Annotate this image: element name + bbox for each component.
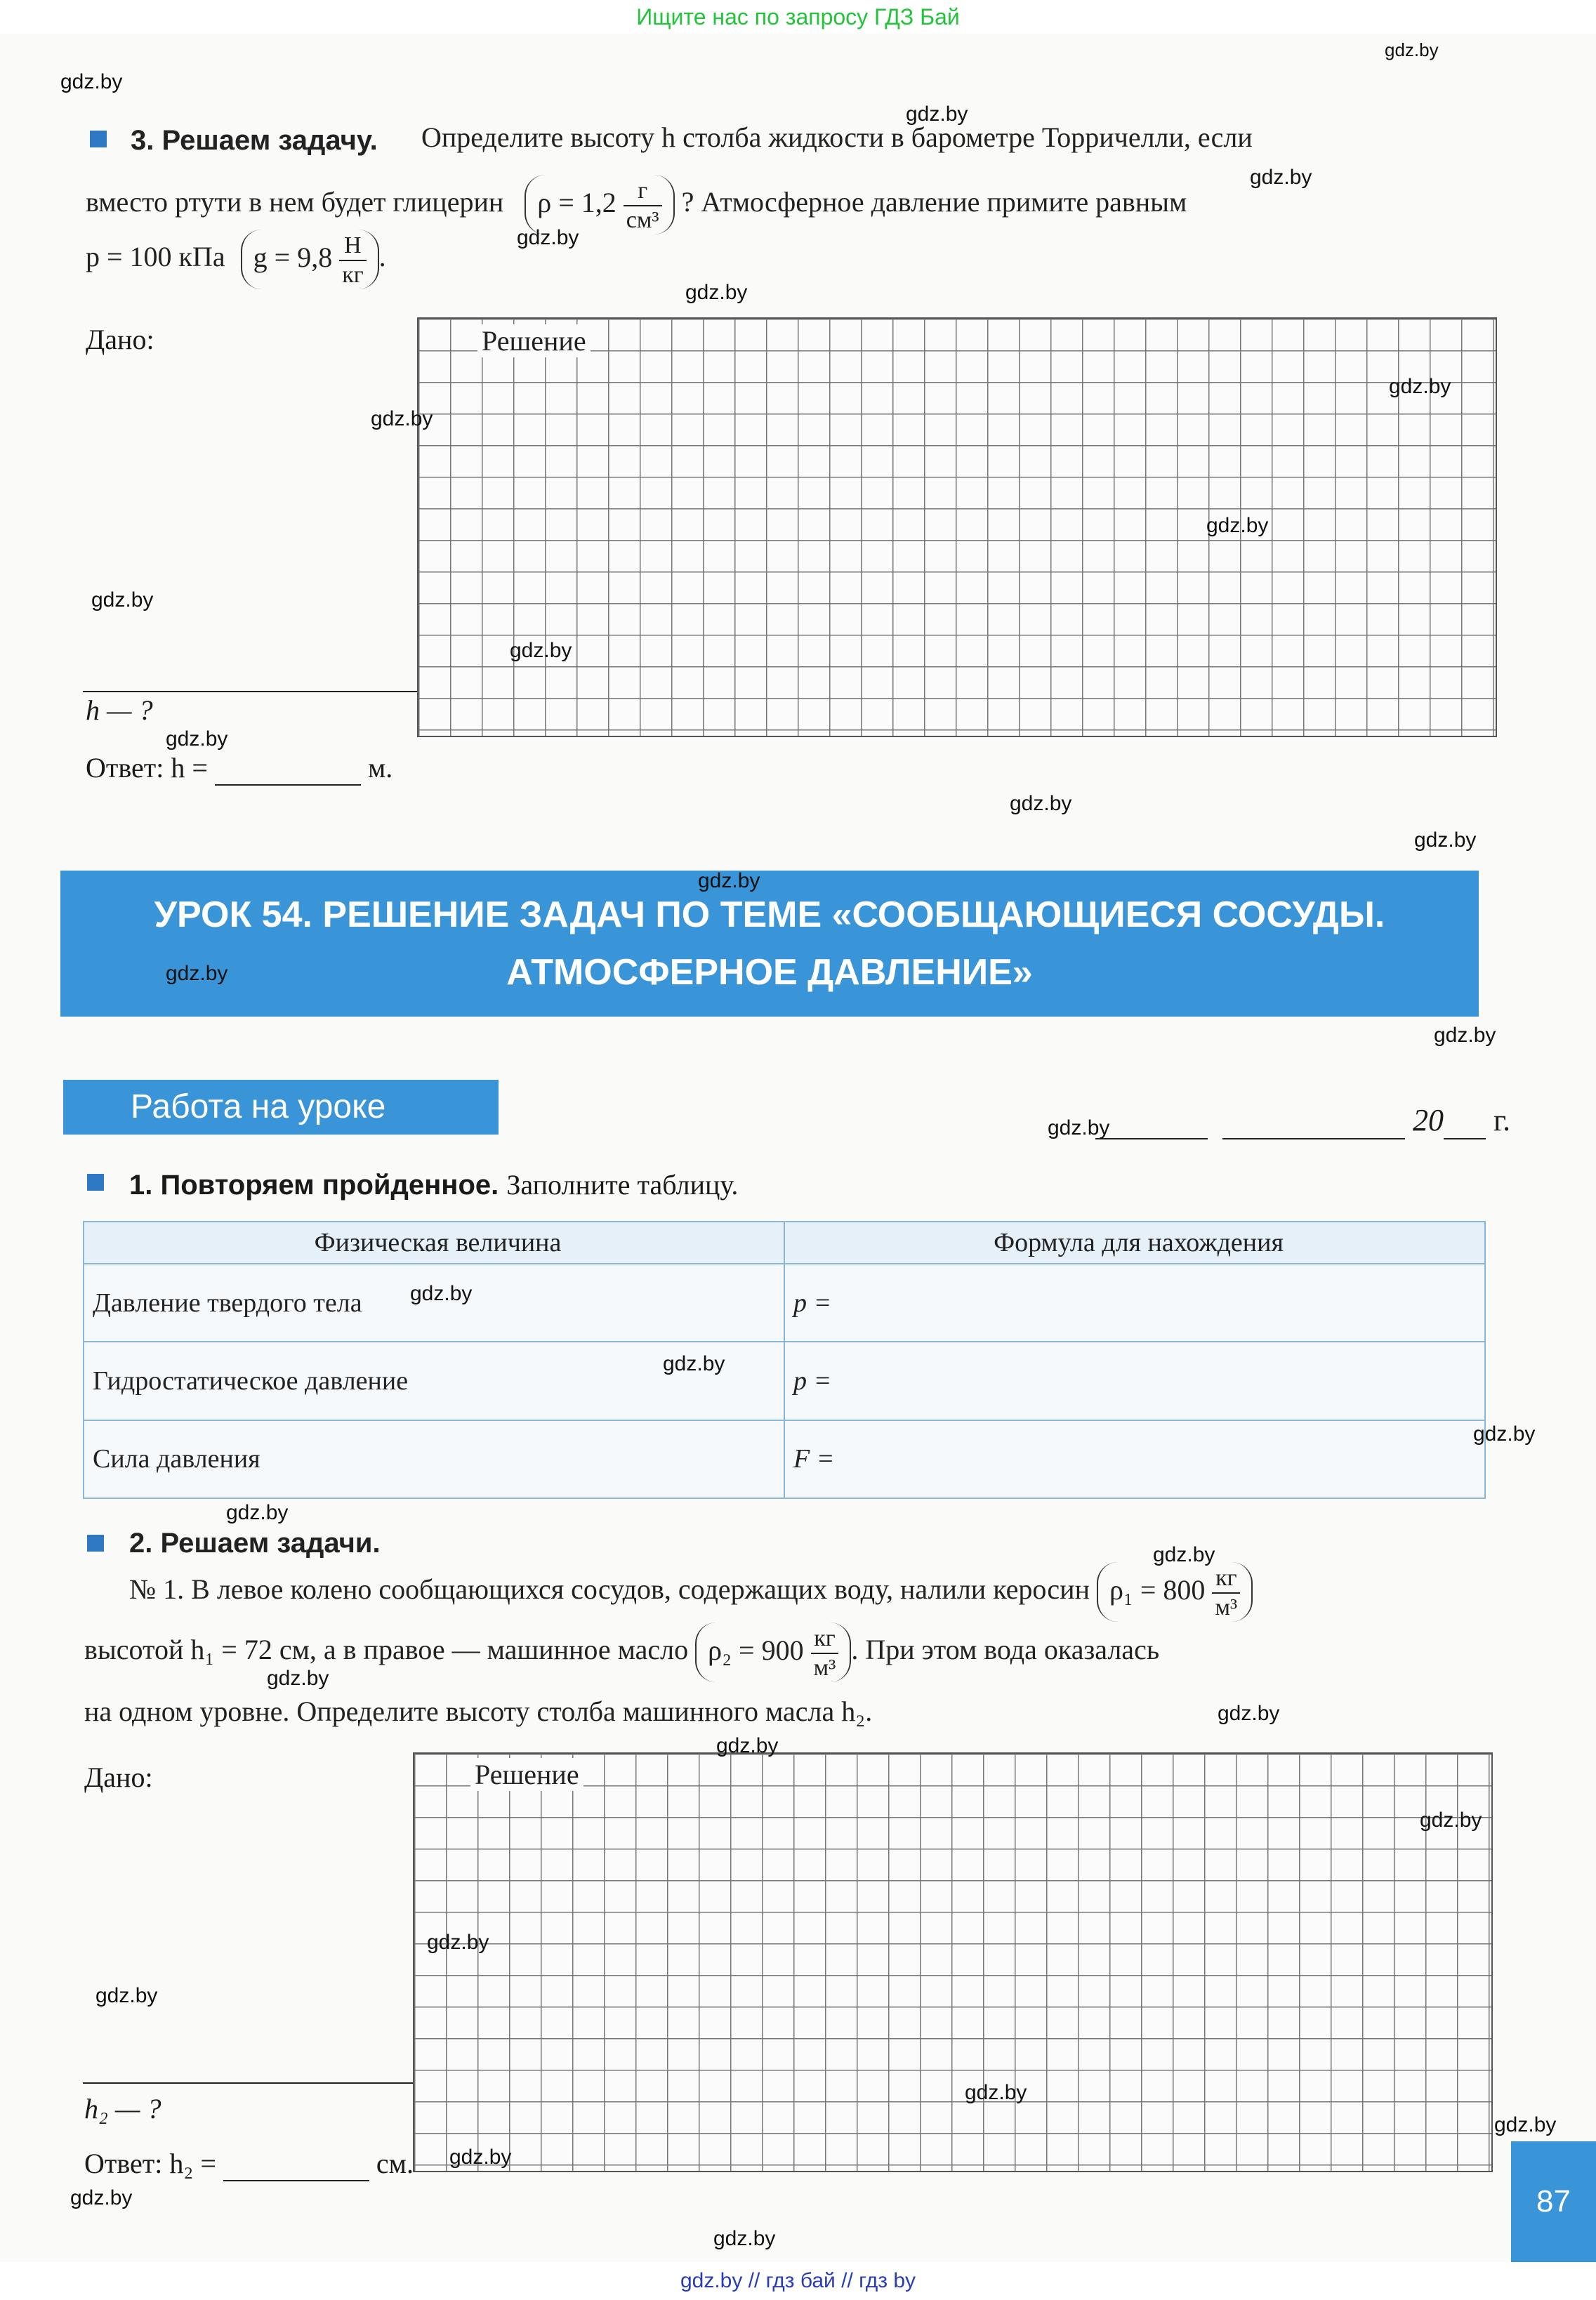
watermark: gdz.by <box>1206 514 1269 537</box>
fraction-denominator: кг <box>342 262 364 289</box>
task1-solution-grid[interactable] <box>413 1752 1493 2172</box>
lesson-title-bar <box>60 871 1479 1017</box>
fraction-numerator: кг <box>811 1625 839 1654</box>
date-blank-month[interactable] <box>1222 1102 1405 1139</box>
table-row <box>84 1420 1485 1498</box>
task1-dano-label: Дано: <box>84 1762 153 1793</box>
watermark: gdz.by <box>267 1667 329 1690</box>
rho2-value: ρ₂ = 900 <box>708 1634 804 1667</box>
fraction-numerator: кг <box>1212 1564 1240 1594</box>
task3-text2a: вместо ртути в нем будет глицерин <box>86 186 504 218</box>
watermark: gdz.by <box>166 727 228 751</box>
task3-text-line2 <box>86 174 1187 234</box>
watermark: gdz.by <box>716 1734 779 1757</box>
task1-text-b: высотой h₁ = 72 см, а в правое — машинное масло <box>84 1634 689 1665</box>
date-blank-year[interactable] <box>1444 1102 1486 1139</box>
review-instruction: Заполните таблицу. <box>506 1169 739 1201</box>
given-divider <box>83 2082 413 2084</box>
watermark: gdz.by <box>1434 1024 1496 1047</box>
bullet-icon <box>87 1535 104 1552</box>
answer-unit: м. <box>367 752 393 784</box>
table-cell-formula[interactable]: p = <box>784 1342 1485 1420</box>
watermark: gdz.by <box>1420 1809 1482 1832</box>
rho1-value: ρ₁ = 800 <box>1109 1574 1206 1606</box>
table-header-row <box>84 1222 1485 1264</box>
watermark: gdz.by <box>663 1352 725 1375</box>
date-year: 20 <box>1413 1103 1444 1137</box>
task1-text-line2 <box>84 1622 1159 1682</box>
task3-text2b: ? Атмосферное давление примите равным <box>681 186 1187 218</box>
task1-text-line3: на одном уровне. Определите высоту столба машинного масла h₂. <box>84 1696 873 1727</box>
watermark: gdz.by <box>166 962 228 985</box>
watermark: gdz.by <box>906 103 968 126</box>
bottom-banner[interactable]: gdz.by // гдз бай // гдз by <box>0 2262 1596 2300</box>
review-heading: 1. Повторяем пройденное. <box>129 1170 499 1201</box>
watermark: gdz.by <box>427 1931 489 1954</box>
task3-solution-label: Решение <box>477 324 591 357</box>
answer-unit: см. <box>376 2148 414 2179</box>
g-paren <box>241 230 379 289</box>
task1-answer <box>84 2147 414 2181</box>
fraction-denominator: м³ <box>813 1655 836 1681</box>
task3-heading: 3. Решаем задачу. <box>131 125 378 156</box>
fraction-denominator: см³ <box>626 207 659 234</box>
lesson-title-line1: УРОК 54. РЕШЕНИЕ ЗАДАЧ ПО ТЕМЕ «СООБЩАЮЩИЕСЯ СОСУДЫ. <box>154 894 1385 935</box>
rho2-unit <box>811 1625 839 1682</box>
answer-blank[interactable] <box>215 751 361 786</box>
table-cell-quantity: Давление твердого тела <box>84 1264 784 1342</box>
watermark: gdz.by <box>1153 1543 1215 1566</box>
rho-glycerin: ρ = 1,2 <box>537 187 616 219</box>
task1-text-a: № 1. В левое колено сообщающихся сосудов, содержащих воду, налили керосин <box>129 1573 1090 1605</box>
top-banner[interactable]: Ищите нас по запросу ГДЗ Бай <box>0 0 1596 34</box>
watermark: gdz.by <box>1048 1116 1110 1139</box>
watermark: gdz.by <box>965 2081 1027 2104</box>
watermark: gdz.by <box>91 588 154 612</box>
watermark: gdz.by <box>410 1282 473 1305</box>
watermark: gdz.by <box>1250 166 1312 189</box>
bullet-icon <box>87 1174 104 1191</box>
watermark: gdz.by <box>1010 792 1072 815</box>
pressure-value: p = 100 кПа <box>86 241 225 272</box>
watermark: gdz.by <box>698 869 760 892</box>
watermark: gdz.by <box>517 226 579 249</box>
watermark: gdz.by <box>449 2146 512 2169</box>
table-cell-quantity: Гидростатическое давление <box>84 1342 784 1420</box>
table-row <box>84 1342 1485 1420</box>
task1-find: h₂ — ? <box>84 2093 161 2124</box>
watermark: gdz.by <box>1389 375 1451 398</box>
work-section-bar: Работа на уроке <box>63 1080 499 1135</box>
watermark: gdz.by <box>685 281 748 304</box>
date-blank-day[interactable] <box>1095 1102 1208 1139</box>
table-row <box>84 1264 1485 1342</box>
task1-text-c: . При этом вода оказалась <box>851 1634 1160 1665</box>
date-suffix: г. <box>1493 1103 1511 1137</box>
task1-solution-label: Решение <box>470 1758 583 1791</box>
g-value: g = 9,8 <box>253 242 333 274</box>
table-cell-formula[interactable]: F = <box>784 1420 1485 1498</box>
watermark: gdz.by <box>1494 2113 1557 2136</box>
tasks2-heading: 2. Решаем задачи. <box>129 1528 381 1559</box>
watermark: gdz.by <box>1473 1422 1536 1446</box>
review-heading-line <box>129 1168 738 1201</box>
rho1-unit <box>1212 1564 1240 1622</box>
watermark: gdz.by <box>70 2186 133 2209</box>
table-cell-formula[interactable]: p = <box>784 1264 1485 1342</box>
watermark: gdz.by <box>60 70 123 93</box>
watermark: gdz.by <box>1218 1702 1280 1725</box>
watermark: gdz.by <box>371 407 433 430</box>
date-field <box>1095 1102 1510 1139</box>
page-number: 87 <box>1511 2141 1596 2262</box>
task3-dano-label: Дано: <box>86 324 154 355</box>
rho1-paren <box>1097 1562 1253 1622</box>
table-header: Физическая величина <box>84 1222 784 1264</box>
watermark: gdz.by <box>510 639 572 662</box>
rho-glycerin-unit <box>624 177 662 234</box>
watermark: gdz.by <box>95 1984 158 2007</box>
table-cell-quantity: Сила давления <box>84 1420 784 1498</box>
given-divider <box>83 691 417 692</box>
table-header: Формула для нахождения <box>784 1222 1485 1264</box>
g-unit <box>339 232 366 289</box>
watermark: gdz.by <box>1414 828 1477 852</box>
watermark: gdz.by <box>1385 39 1439 60</box>
answer-label: Ответ: h₂ = <box>84 2148 216 2179</box>
bullet-icon <box>90 131 107 147</box>
fraction-numerator: Н <box>339 232 366 261</box>
fraction-denominator: м³ <box>1215 1594 1238 1621</box>
watermark: gdz.by <box>226 1501 289 1524</box>
task3-solution-grid[interactable] <box>417 317 1497 737</box>
task3-find: h — ? <box>86 694 153 726</box>
answer-blank[interactable] <box>223 2147 369 2181</box>
physics-table <box>83 1221 1486 1499</box>
task3-answer <box>86 751 393 786</box>
task3-text-line1: Определите высоту h столба жидкости в барометре Торричелли, если <box>421 121 1253 153</box>
task3-text-line3: p = 100 кПа g = 9,8 $\frac{Н}{кг}$ . <box>86 229 386 289</box>
watermark: gdz.by <box>713 2227 776 2250</box>
task1-text-line1 <box>129 1561 1253 1622</box>
answer-label: Ответ: h = <box>86 752 208 784</box>
fraction-numerator: г <box>624 177 662 206</box>
rho2-paren <box>695 1622 851 1682</box>
lesson-title-line2: АТМОСФЕРНОЕ ДАВЛЕНИЕ» <box>506 952 1033 993</box>
